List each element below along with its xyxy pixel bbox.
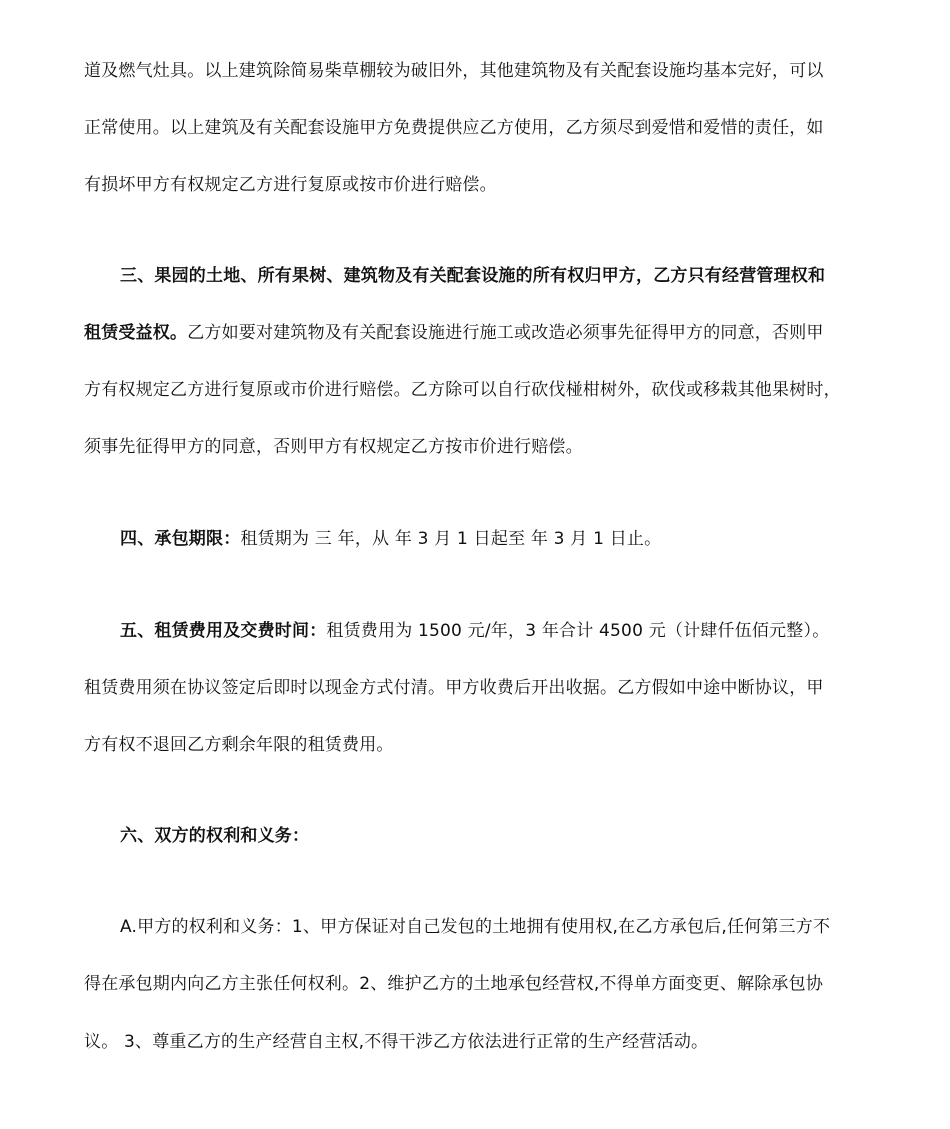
intro-line-1: 道及燃气灶具。以上建筑除简易柴草棚较为破旧外，其他建筑物及有关配套设施均基本完好，可以 (84, 61, 824, 81)
section3-heading-line-1: 三、果园的土地、所有果树、建筑物及有关配套设施的所有权归甲方，乙方只有经营管理权和 (120, 266, 826, 286)
section4-text: 租赁期为 三 年，从 年 3 月 1 日起至 年 3 月 1 日止。 (240, 529, 662, 549)
section4-line (120, 527, 884, 551)
section6-a-line-2: 得在承包期内向乙方主张任何权利。2、维护乙方的土地承包经营权,不得单方面变更、解除承包协 (84, 974, 824, 994)
section3-line-4: 须事先征得甲方的同意，否则甲方有权规定乙方按市价进行赔偿。 (84, 437, 583, 457)
section6-heading: 六、双方的权利和义务： (120, 826, 310, 846)
section5-heading: 五、租赁费用及交费时间： (120, 621, 327, 641)
intro-line-2: 正常使用。以上建筑及有关配套设施甲方免费提供应乙方使用，乙方须尽到爱惜和爱惜的责任，如 (84, 118, 824, 138)
section3-text-line-2: 乙方如要对建筑物及有关配套设施进行施工或改造必须事先征得甲方的同意，否则甲 (187, 323, 824, 343)
section3-heading-part-2: 租赁受益权。 (84, 323, 188, 343)
section5-line-2: 租赁费用须在协议签定后即时以现金方式付清。甲方收费后开出收据。乙方假如中途中断协议，甲 (84, 678, 824, 698)
section5-text-line-1: 租赁费用为 1500 元/年，3 年合计 4500 元（计肆仟伍佰元整）。 (326, 621, 830, 641)
section4-heading: 四、承包期限： (120, 529, 241, 549)
section3-line-2 (84, 321, 884, 345)
intro-line-3: 有损坏甲方有权规定乙方进行复原或按市价进行赔偿。 (84, 175, 497, 195)
section3-line-3: 方有权规定乙方进行复原或市价进行赔偿。乙方除可以自行砍伐椪柑树外，砍伐或移栽其他果树时， (84, 380, 841, 400)
section5-line-3: 方有权不退回乙方剩余年限的租赁费用。 (84, 735, 394, 755)
section6-a-line-3: 议。 3、尊重乙方的生产经营自主权,不得干涉乙方依法进行正常的生产经营活动。 (84, 1032, 709, 1052)
section5-line-1 (120, 619, 884, 643)
section6-a-line-1: A.甲方的权利和义务：1、甲方保证对自己发包的土地拥有使用权,在乙方承包后,任何第三方不 (120, 917, 831, 937)
